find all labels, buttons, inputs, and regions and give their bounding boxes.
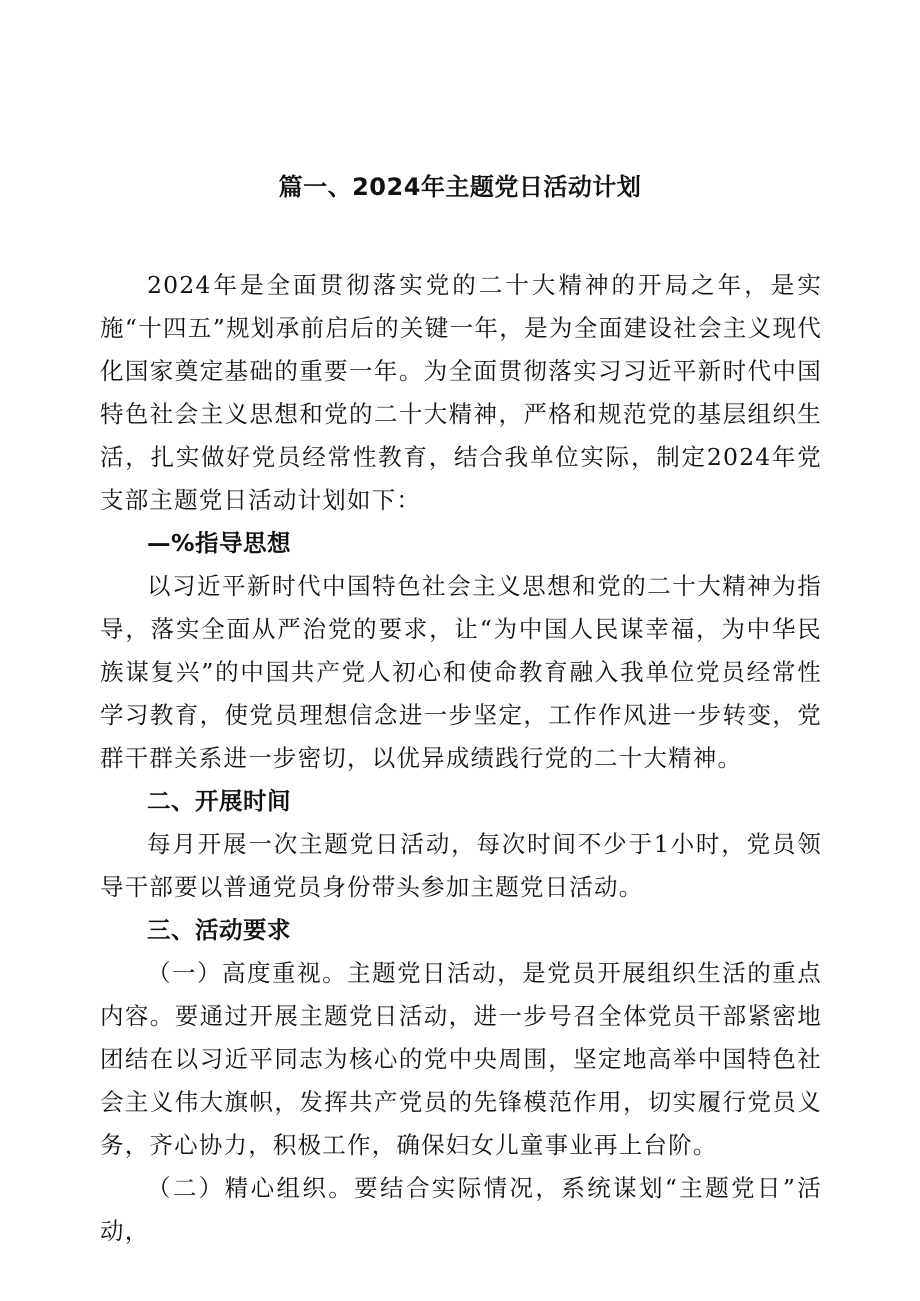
intro-paragraph: 2024年是全面贯彻落实党的二十大精神的开局之年，是实施“十四五”规划承前启后的关键一年，是为全面建设社会主义现代化国家奠定基础的重要一年。为全面贯彻落实习习近平新时代中国特色社会主义思想和党的二十大精神，严格和规范党的基层组织生活，扎实做好党员经常性教育，结合我单位实际，制定2024年党支部主题党日活动计划如下： [100,271,822,514]
section-heading-guiding-ideology: —%指导思想 [147,529,292,557]
document-title: 篇一、2024年主题党日活动计划 [278,173,642,201]
schedule-paragraph: 每月开展一次主题党日活动，每次时间不少于1小时，党员领导干部要以普通党员身份带头参加主题党日活动。 [100,830,822,901]
section-heading-schedule: 二、开展时间 [147,787,291,815]
document-body [100,264,822,1253]
requirement-item-1: （一）高度重视。主题党日活动，是党员开展组织生活的重点内容。要通过开展主题党日活动，进一步号召全体党员干部紧密地团结在以习近平同志为核心的党中央周围，坚定地高举中国特色社会主义伟大旗帜，发挥共产党员的先锋模范作用，切实履行党员义务，齐心协力，积极工作，确保妇女儿童事业再上台阶。 [100,959,822,1159]
requirement-item-2: （二）精心组织。要结合实际情况，系统谋划“主题党日”活动， [100,1174,822,1245]
section-heading-requirements: 三、活动要求 [147,916,291,944]
guiding-ideology-paragraph: 以习近平新时代中国特色社会主义思想和党的二十大精神为指导，落实全面从严治党的要求，让“为中国人民谋幸福，为中华民族谋复兴”的中国共产党人初心和使命教育融入我单位党员经常性学习教育，使党员理想信念进一步坚定，工作作风进一步转变，党群干群关系进一步密切，以优异成绩践行党的二十大精神。 [100,572,822,772]
